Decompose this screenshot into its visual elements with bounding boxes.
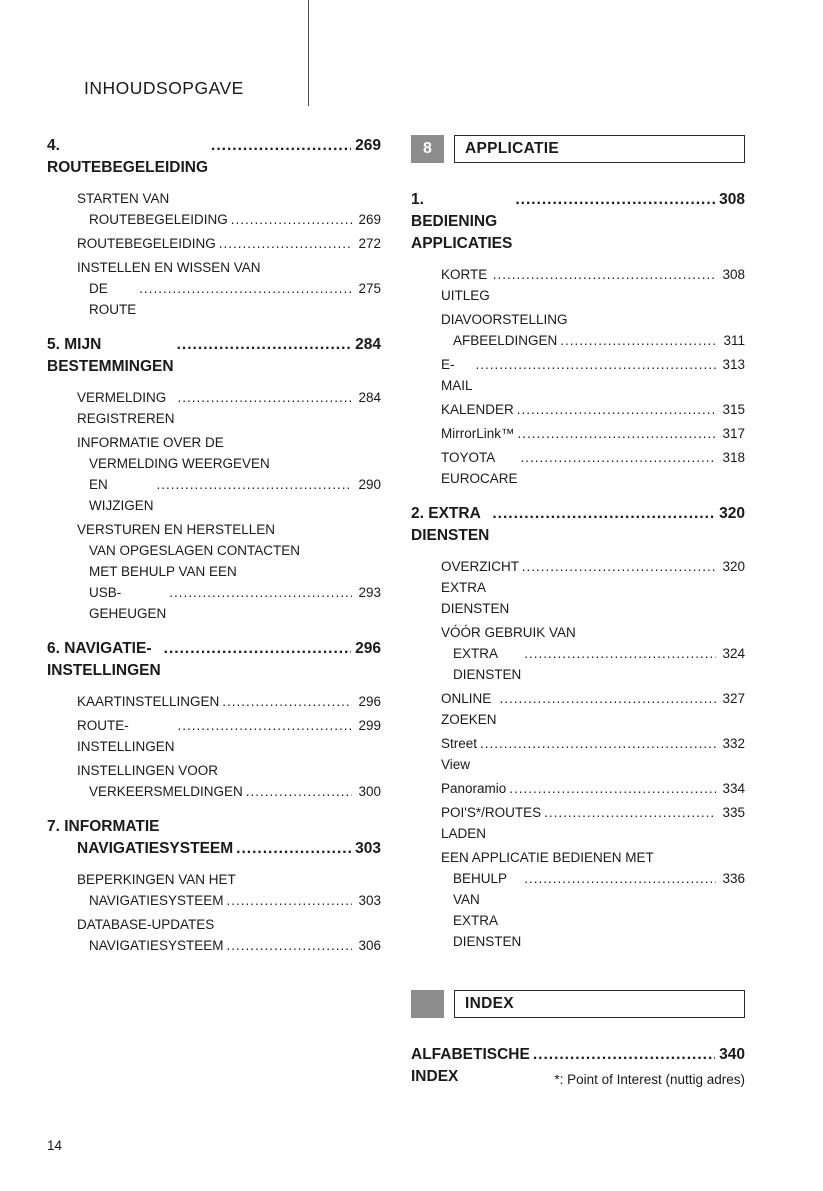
dot-leader [139,278,352,299]
dot-leader [227,935,352,956]
toc-item-label-line: 7. INFORMATIE [47,818,160,835]
dot-leader [219,233,352,254]
toc-item-label-line: STARTEN VAN [77,191,170,206]
toc-item-label: ROUTE-INSTELLINGEN [77,718,175,754]
toc-page-ref: 296 [358,694,381,709]
chapter-label: APPLICATIE [465,140,559,157]
toc-column-left [47,135,381,1097]
dot-leader [522,556,716,577]
dot-leader [156,474,352,495]
toc-item-label-line: MET BEHULP VAN EEN [89,564,237,579]
toc-section[interactable] [411,189,745,255]
index-label-box [454,990,745,1018]
toc-item-label-line: INFORMATIE OVER DE [77,435,224,450]
toc-entry[interactable] [47,387,381,429]
dot-leader [521,447,716,468]
toc-item-label: USB-GEHEUGEN [89,585,167,621]
toc-page-ref: 272 [358,236,381,251]
toc-item-label: ALFABETISCHE INDEX [411,1046,530,1085]
dot-leader [222,691,352,712]
toc-item-label: 4. ROUTEBEGELEIDING [47,137,209,176]
toc-page-ref: 303 [358,893,381,908]
dot-leader [524,643,716,664]
toc-item-label: MirrorLink™ [441,426,515,441]
toc-entry[interactable] [411,778,745,799]
toc-page-ref: 275 [358,281,381,296]
toc-item-label: KAARTINSTELLINGEN [77,694,220,709]
toc-item-label: E-MAIL [441,357,473,393]
toc-entry[interactable] [47,869,381,911]
toc-page-ref: 313 [722,357,745,372]
toc-page-ref: 311 [723,333,745,348]
toc-item-label-line: VÓÓR GEBRUIK VAN [441,625,576,640]
toc-section[interactable] [411,503,745,547]
toc-page-ref: 290 [358,477,381,492]
toc-page-ref: 269 [355,137,381,154]
toc-entry[interactable] [411,309,745,351]
toc-entry[interactable] [411,556,745,619]
dot-leader [164,638,351,660]
dot-leader [211,135,351,157]
toc-list-right [411,189,745,952]
toc-entry[interactable] [47,914,381,956]
toc-section[interactable] [47,816,381,860]
toc-item-label: 6. NAVIGATIE-INSTELLINGEN [47,640,161,679]
toc-item-label: OVERZICHT EXTRA DIENSTEN [441,559,519,616]
dot-leader [227,890,352,911]
toc-page-ref: 299 [358,718,381,733]
index-badge-row [411,990,745,1018]
dot-leader [509,778,716,799]
chapter-label-box [454,135,745,163]
toc-item-label: Panoramio [441,781,507,796]
toc-entry[interactable] [411,447,745,489]
toc-item-label: DE ROUTE [89,281,137,317]
toc-page-ref: 308 [722,267,745,282]
page-title: INHOUDSOPGAVE [84,78,244,98]
toc-item-label: Street View [441,736,478,772]
toc-section[interactable] [47,638,381,682]
toc-list-left [47,135,381,956]
toc-page-ref: 335 [722,805,745,820]
toc-page-ref: 334 [722,781,745,796]
toc-page-ref: 296 [355,640,381,657]
toc-item-label: 2. EXTRA DIENSTEN [411,505,490,544]
page-number: 14 [47,1138,63,1153]
toc-item-label: NAVIGATIESYSTEEM [89,938,224,953]
toc-item-label: AFBEELDINGEN [453,333,558,348]
toc-item-label: ROUTEBEGELEIDING [77,236,216,251]
toc-item-label: 5. MIJN BESTEMMINGEN [47,336,174,375]
toc-column-right [411,135,745,1097]
toc-item-label-line: BEPERKINGEN VAN HET [77,872,236,887]
dot-leader [517,399,716,420]
toc-page-ref: 284 [358,390,381,405]
toc-page-ref: 303 [355,840,381,857]
toc-page-ref: 318 [722,450,745,465]
toc-entry[interactable] [411,399,745,420]
dot-leader [492,503,715,525]
toc-item-label: POI'S*/ROUTES LADEN [441,805,542,841]
toc-entry[interactable] [411,423,745,444]
toc-section[interactable] [47,334,381,378]
toc-item-label-line: INSTELLEN EN WISSEN VAN [77,260,261,275]
toc-item-label-line: VAN OPGESLAGEN CONTACTEN [89,543,301,558]
toc-page-ref: 320 [722,559,745,574]
toc-section[interactable] [47,135,381,179]
toc-item-label-line: DIAVOORSTELLING [441,312,568,327]
toc-entry[interactable] [47,432,381,516]
toc-item-label: VERMELDING REGISTREREN [77,390,175,426]
toc-entry[interactable] [411,688,745,730]
index-badge-square [411,990,444,1018]
dot-leader [178,715,352,736]
chapter-badge-row-applicatie [411,135,745,163]
dot-leader [524,868,716,889]
toc-page-ref: 320 [719,505,745,522]
toc-item-label: 1. BEDIENING APPLICATIES [411,191,513,252]
dot-leader [476,354,716,375]
toc-item-label-line: DATABASE-UPDATES [77,917,215,932]
toc-page-ref: 315 [722,402,745,417]
index-label: INDEX [465,995,514,1012]
dot-leader [480,733,716,754]
dot-leader [518,423,716,444]
toc-entry[interactable] [47,233,381,254]
dot-leader [246,781,352,802]
dot-leader [560,330,716,351]
toc-entry[interactable] [47,188,381,230]
toc-page-ref: 284 [355,336,381,353]
toc-entry[interactable] [47,760,381,802]
toc-item-label: NAVIGATIESYSTEEM [89,893,224,908]
toc-item-label: KALENDER [441,402,514,417]
toc-item-label: VERKEERSMELDINGEN [89,784,243,799]
toc-page-ref: 324 [722,646,745,661]
toc-page-ref: 293 [358,585,381,600]
toc-page-ref: 317 [722,426,745,441]
dot-leader [493,264,716,285]
toc-item-label: EXTRA DIENSTEN [453,646,522,682]
toc-entry[interactable] [47,519,381,624]
toc-entry[interactable] [47,257,381,320]
dot-leader [236,838,351,860]
toc-entry[interactable] [411,802,745,844]
toc-page-ref: 340 [719,1046,745,1063]
dot-leader [544,802,716,823]
toc-item-label-line: VERMELDING WEERGEVEN [89,456,270,471]
toc-page-ref: 336 [722,871,745,886]
toc-page-ref: 306 [358,938,381,953]
dot-leader [177,334,352,356]
chapter-number-badge: 8 [411,135,444,163]
toc-item-label-line: INSTELLINGEN VOOR [77,763,219,778]
footnote: *: Point of Interest (nuttig adres) [554,1072,745,1087]
toc-item-label-line: EEN APPLICATIE BEDIENEN MET [441,850,654,865]
toc-page-ref: 269 [358,212,381,227]
toc-item-label-line: VERSTUREN EN HERSTELLEN [77,522,276,537]
dot-leader [178,387,353,408]
toc-entry[interactable] [47,715,381,757]
toc-item-label: TOYOTA EUROCARE [441,450,518,486]
toc-page-ref: 332 [722,736,745,751]
toc-entry[interactable] [47,691,381,712]
dot-leader [231,209,352,230]
toc-item-label: ROUTEBEGELEIDING [89,212,228,227]
toc-item-label: EN WIJZIGEN [89,477,154,513]
toc-entry[interactable] [411,622,745,685]
dot-leader [500,688,716,709]
dot-leader [515,189,715,211]
toc-page-ref: 327 [722,691,745,706]
dot-leader [169,582,352,603]
toc-page-ref: 308 [719,191,745,208]
toc-item-label: KORTE UITLEG [441,267,490,303]
dot-leader [533,1044,715,1066]
toc-entry[interactable] [411,264,745,306]
toc-page-ref: 300 [358,784,381,799]
toc-item-label: NAVIGATIESYSTEEM [77,840,234,857]
toc-item-label: BEHULP VAN EXTRA DIENSTEN [453,871,522,949]
toc-entry[interactable] [411,354,745,396]
toc-entry[interactable] [411,733,745,775]
toc-item-label: ONLINE ZOEKEN [441,691,497,727]
toc-columns [47,135,745,1097]
toc-entry[interactable] [411,847,745,952]
header-divider [308,0,309,106]
